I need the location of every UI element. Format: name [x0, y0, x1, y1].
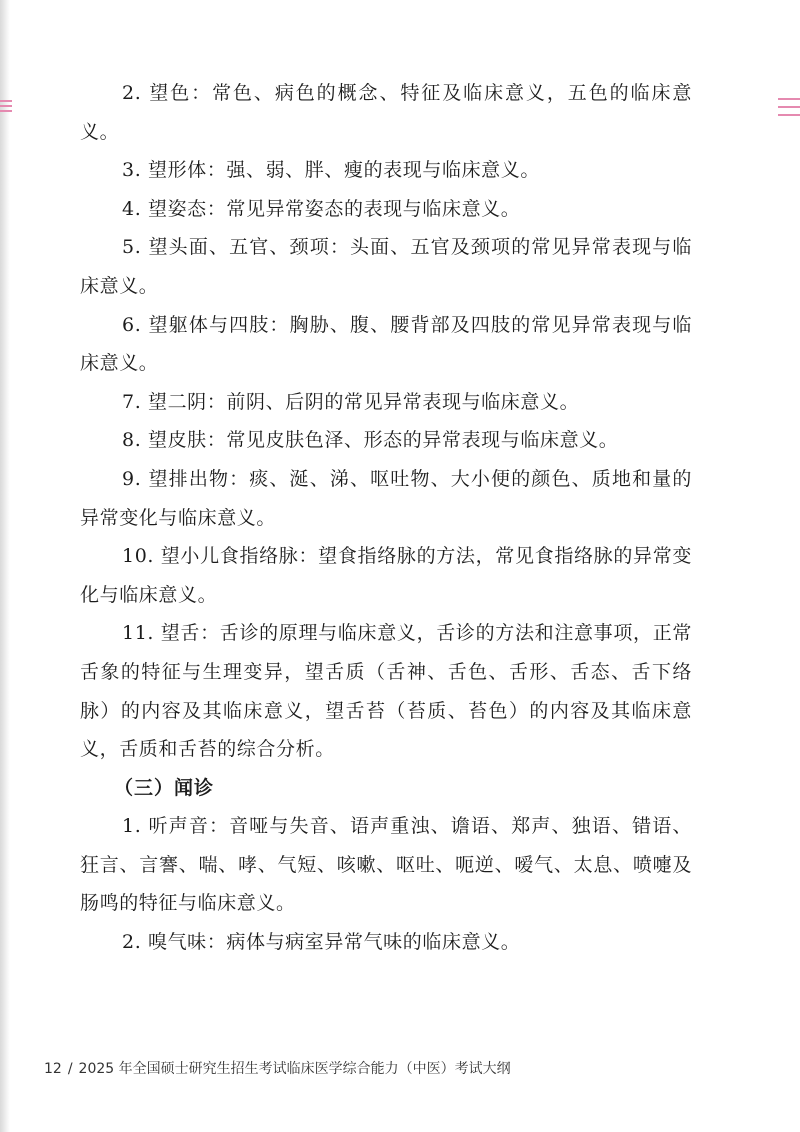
outline-item-wang-toumian: 5. 望头面、五官、颈项：头面、五官及颈项的常见异常表现与临床意义。 [80, 236, 692, 297]
left-margin-mark [0, 100, 12, 102]
page-footer [44, 1058, 511, 1078]
outline-item-wang-paichuwu: 9. 望排出物：痰、涎、涕、呕吐物、大小便的颜色、质地和量的异常变化与临床意义。 [80, 467, 692, 529]
section-heading-wenzhen: （三）闻诊 [114, 776, 215, 799]
outline-item-ting-shengyin: 1. 听声音：音哑与失音、语声重浊、谵语、郑声、独语、错语、狂言、言謇、喘、哮、气短、咳嗽、呕吐、呃逆、嗳气、太息、喷嚏及肠鸣的特征与临床意义。 [80, 815, 692, 915]
outline-item-wang-xingti: 3. 望形体：强、弱、胖、瘦的表现与临床意义。 [122, 159, 540, 182]
outline-item-xiu-qiwei: 2. 嗅气味：病体与病室异常气味的临床意义。 [122, 931, 521, 954]
right-margin-mark [778, 114, 800, 116]
right-margin-mark [778, 106, 800, 108]
left-margin-mark [0, 105, 12, 107]
outline-item-wang-se: 2. 望色：常色、病色的概念、特征及临床意义，五色的临床意义。 [80, 82, 692, 143]
outline-item-wang-zitai: 4. 望姿态：常见异常姿态的表现与临床意义。 [122, 197, 521, 220]
footer-title: 2025 年全国硕士研究生招生考试临床医学综合能力（中医）考试大纲 [78, 1061, 511, 1077]
outline-item-wang-she: 11. 望舌：舌诊的原理与临床意义，舌诊的方法和注意事项，正常舌象的特征与生理变异，望舌质（舌神、舌色、舌形、舌态、舌下络脉）的内容及其临床意义，望舌苔（苔质、苔色）的内容及其临床意义，舌质和舌苔的综合分析。 [80, 622, 692, 761]
page-edge-shadow [0, 0, 10, 1132]
footer-separator: / [67, 1061, 73, 1077]
left-margin-mark [0, 110, 12, 112]
page-number: 12 [44, 1061, 62, 1077]
right-margin-mark [778, 98, 800, 100]
outline-item-wang-eryin: 7. 望二阴：前阴、后阴的常见异常表现与临床意义。 [122, 390, 580, 413]
outline-item-wang-pifu: 8. 望皮肤：常见皮肤色泽、形态的异常表现与临床意义。 [122, 429, 619, 452]
outline-item-wang-qugan: 6. 望躯体与四肢：胸胁、腹、腰背部及四肢的常见异常表现与临床意义。 [80, 313, 692, 375]
outline-item-wang-shizhiluomai: 10. 望小儿食指络脉：望食指络脉的方法，常见食指络脉的异常变化与临床意义。 [80, 545, 692, 606]
document-body [80, 74, 692, 962]
